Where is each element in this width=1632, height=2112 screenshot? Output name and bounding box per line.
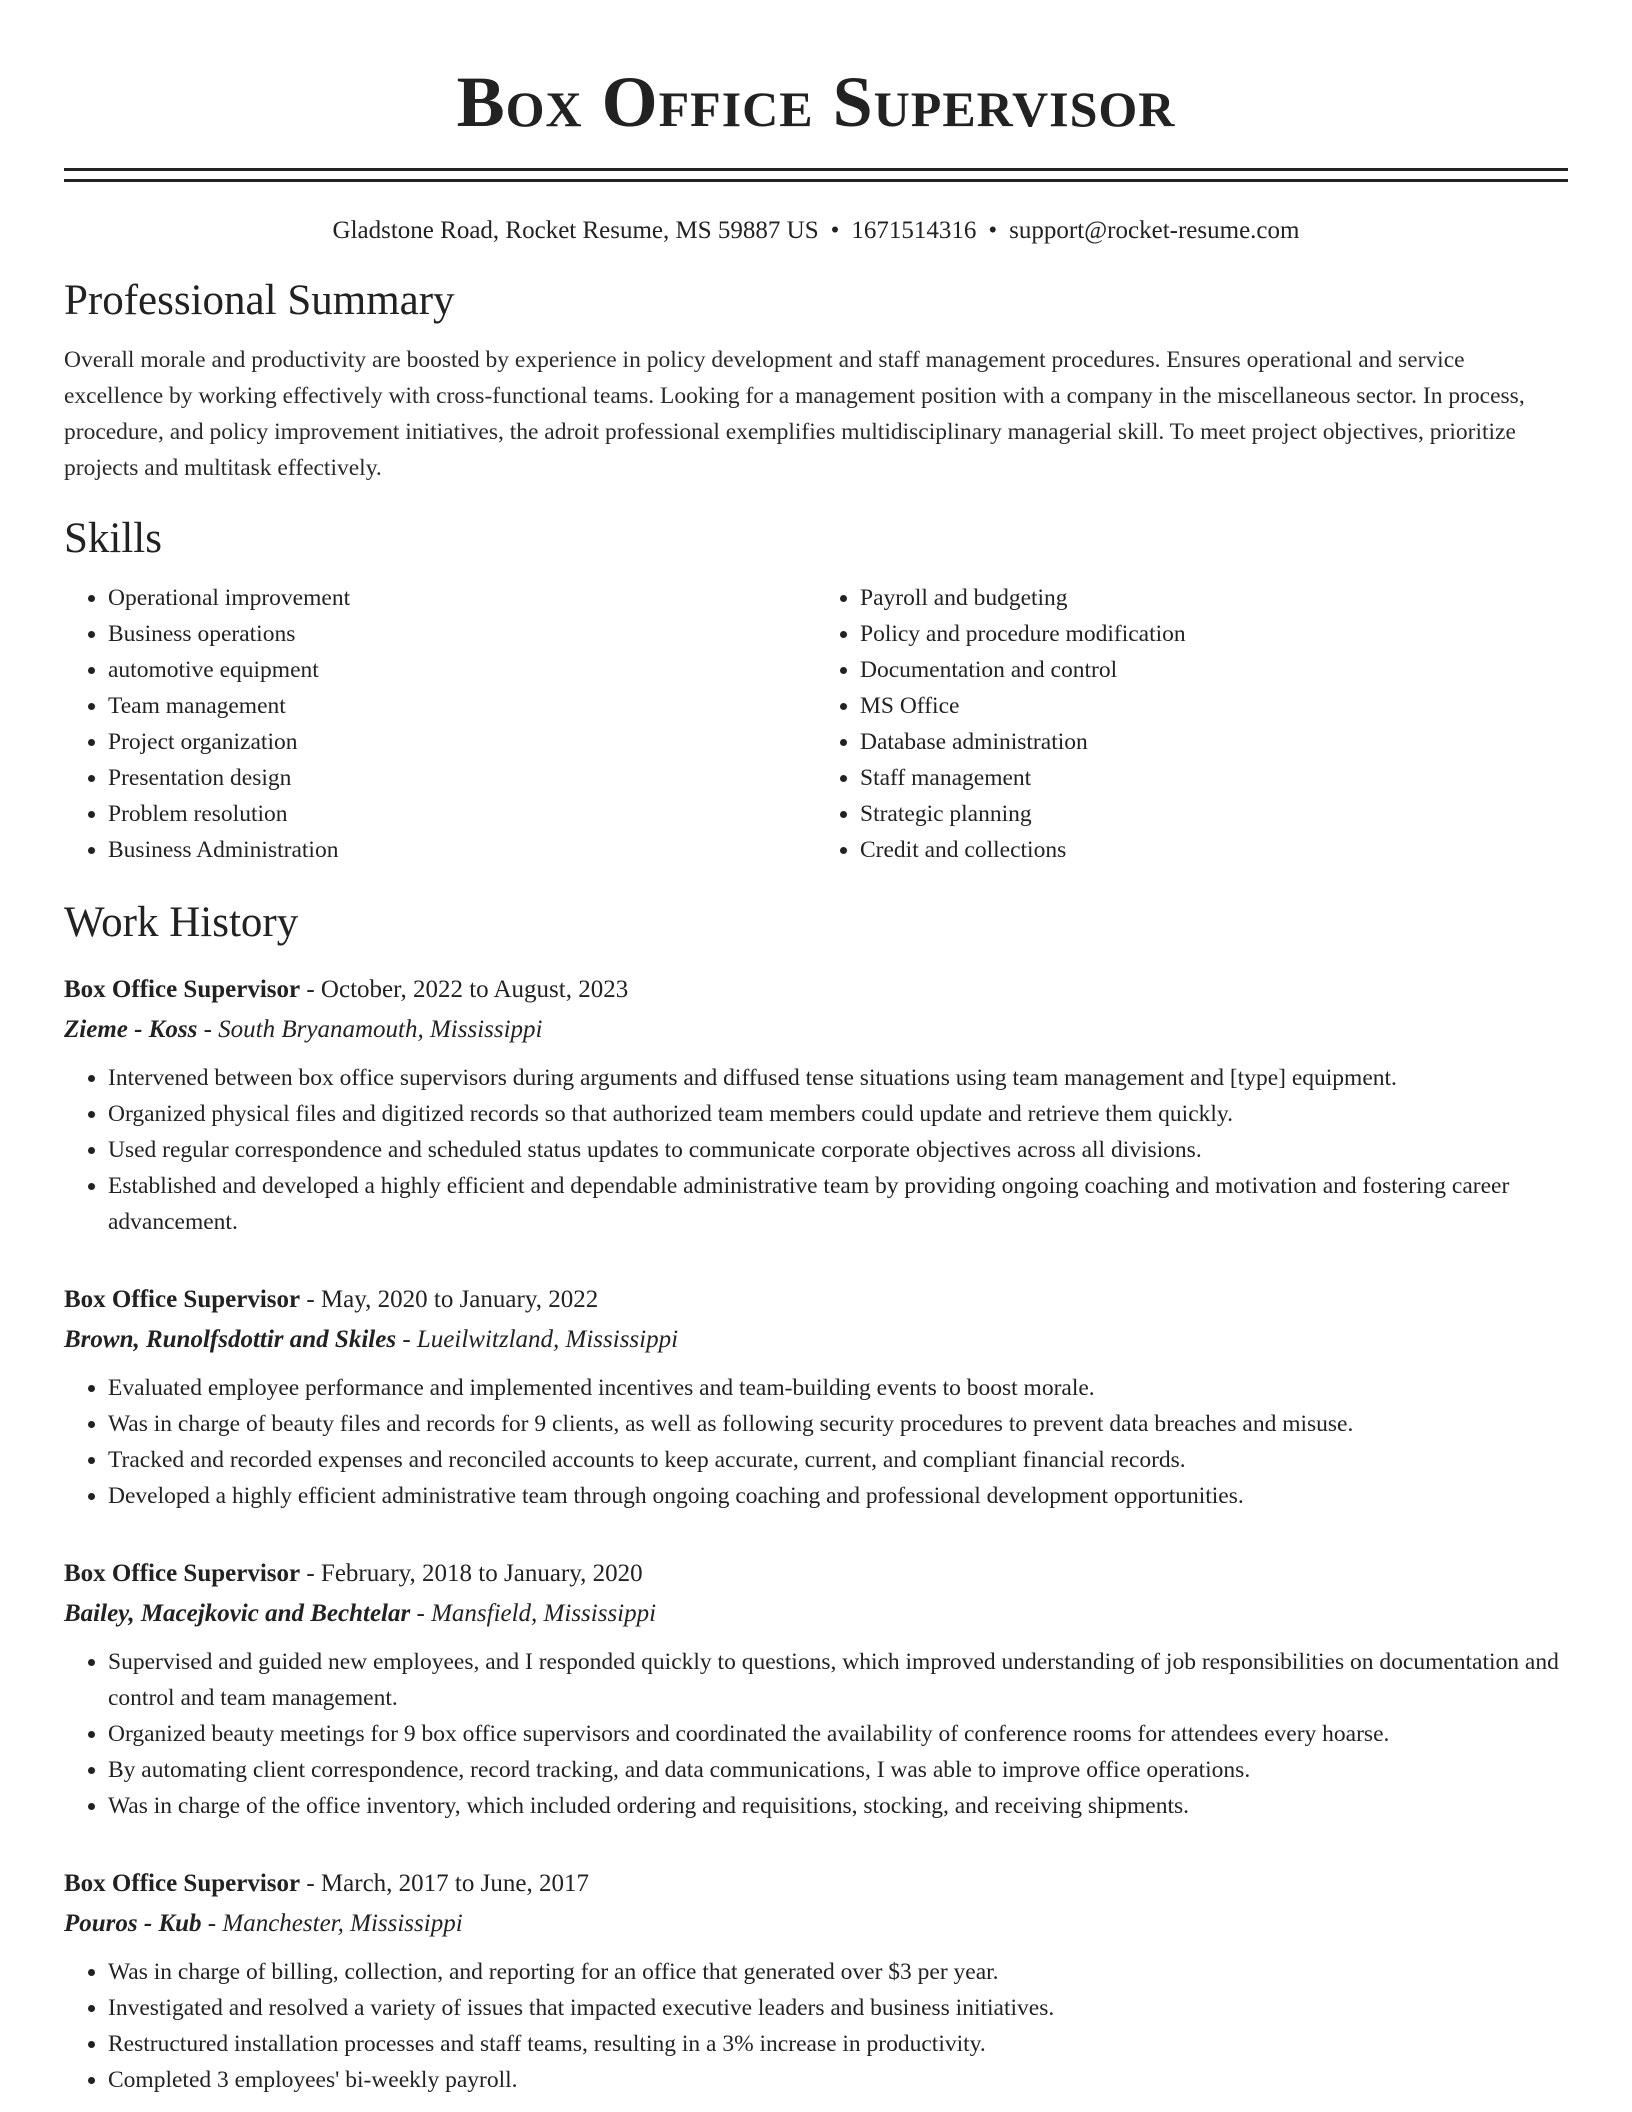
skills-column-right [816,580,1568,868]
job-bullet: • Supervised and guided new employees, and I responded quickly to questions, which improved understanding of job responsibilities on documentation and control and team management. [108,1644,1568,1716]
contact-separator: • [988,217,998,244]
resume-name: Box Office Supervisor [456,62,1176,142]
skill-item: • Operational improvement [108,580,816,616]
job-bullet: • Was in charge of beauty files and records for 9 clients, as well as following security procedures to prevent data breaches and misuse. [108,1406,1568,1442]
job-company-line: Pouros - Kub - Manchester, Mississippi [64,1910,463,1937]
job-role: Box Office Supervisor [64,1286,301,1313]
job-location: Lueilwitzland, Mississippi [416,1326,679,1353]
job-title-line: Box Office Supervisor - October, 2022 to August, 2023 [64,976,629,1003]
header-rule-top [64,168,1568,171]
skill-item: • Team management [108,688,816,724]
skill-item: • Database administration [860,724,1568,760]
job-role: Box Office Supervisor [64,1870,301,1897]
skill-item: • automotive equipment [108,652,816,688]
skill-item: • Documentation and control [860,652,1568,688]
skill-item: • Payroll and budgeting [860,580,1568,616]
job-bullet: • Tracked and recorded expenses and reconciled accounts to keep accurate, current, and compliant financial records. [108,1442,1568,1478]
contact-separator: • [830,217,840,244]
job-bullet: • Organized beauty meetings for 9 box office supervisors and coordinated the availability of conference rooms for attendees every hoarse. [108,1716,1568,1752]
contact-email: support@rocket-resume.com [1009,217,1300,244]
skill-item: • Policy and procedure modification [860,616,1568,652]
header-rule-bottom [64,179,1568,182]
job-entry [64,1280,1568,1514]
job-bullet: • Intervened between box office supervisors during arguments and diffused tense situations using team management and [type] equipment. [108,1060,1568,1096]
job-bullet: • Was in charge of the office inventory, which included ordering and requisitions, stocking, and receiving shipments. [108,1788,1568,1824]
skill-item: • Business operations [108,616,816,652]
contact-address: Gladstone Road, Rocket Resume, MS 59887 US [332,217,819,244]
job-entry [64,1554,1568,1824]
job-bullet: • Established and developed a highly efficient and dependable administrative team by providing ongoing coaching and motivation and fostering career advancement. [108,1168,1568,1240]
job-location: Mansfield, Mississippi [431,1600,657,1627]
job-bullets [64,1644,1568,1824]
work-history-heading: Work History [64,899,299,946]
job-location: Manchester, Mississippi [222,1910,463,1937]
job-dates: March, 2017 to June, 2017 [320,1870,589,1897]
job-bullet: • Organized physical files and digitized records so that authorized team members could update and retrieve them quickly. [108,1096,1568,1132]
summary-text: Overall morale and productivity are boosted by experience in policy development and staff management procedures. Ensures operational and service excellence by working effectively with cross-functional teams. Looking for a management position with a company in the miscellaneous sector. In process, procedure, and policy improvement initiatives, the adroit professional exemplifies multidisciplinary managerial skill. To meet project objectives, prioritize projects and multitask effectively. [64,347,1525,481]
job-company: Zieme - Koss [64,1016,198,1043]
job-title-line: Box Office Supervisor - May, 2020 to January, 2022 [64,1286,599,1313]
job-company: Pouros - Kub [64,1910,202,1937]
job-role: Box Office Supervisor [64,976,301,1003]
skill-item: • Problem resolution [108,796,816,832]
job-dates: October, 2022 to August, 2023 [320,976,629,1003]
job-title-line: Box Office Supervisor - March, 2017 to June, 2017 [64,1870,589,1897]
skill-item: • Presentation design [108,760,816,796]
job-bullets [64,1954,1568,2098]
contact-phone: 1671514316 [851,217,977,244]
job-bullet: • Restructured installation processes and staff teams, resulting in a 3% increase in productivity. [108,2026,1568,2062]
job-bullet: • Used regular correspondence and scheduled status updates to communicate corporate objectives across all divisions. [108,1132,1568,1168]
job-dates: February, 2018 to January, 2020 [320,1560,643,1587]
job-entry [64,970,1568,1240]
contact-line [64,216,1568,246]
skills-column-left [64,580,816,868]
job-bullets [64,1060,1568,1240]
summary-heading: Professional Summary [64,277,455,324]
job-role: Box Office Supervisor [64,1560,301,1587]
job-bullet: • Was in charge of billing, collection, and reporting for an office that generated over $3 per year. [108,1954,1568,1990]
skill-item: • Project organization [108,724,816,760]
job-bullet: • Evaluated employee performance and implemented incentives and team-building events to boost morale. [108,1370,1568,1406]
job-bullet: • Investigated and resolved a variety of issues that impacted executive leaders and business initiatives. [108,1990,1568,2026]
skill-item: • Staff management [860,760,1568,796]
job-bullet: • By automating client correspondence, record tracking, and data communications, I was able to improve office operations. [108,1752,1568,1788]
job-company-line: Bailey, Macejkovic and Bechtelar - Mansfield, Mississippi [64,1600,657,1627]
job-company: Brown, Runolfsdottir and Skiles [64,1326,397,1353]
skills-heading: Skills [64,515,162,562]
job-bullets [64,1370,1568,1514]
skill-item: • Business Administration [108,832,816,868]
job-company: Bailey, Macejkovic and Bechtelar [64,1600,411,1627]
job-company-line: Brown, Runolfsdottir and Skiles - Lueilwitzland, Mississippi [64,1326,679,1353]
job-title-line: Box Office Supervisor - February, 2018 to January, 2020 [64,1560,643,1587]
skill-item: • Strategic planning [860,796,1568,832]
job-dates: May, 2020 to January, 2022 [320,1286,599,1313]
skill-item: • MS Office [860,688,1568,724]
job-entry [64,1864,1568,2098]
job-bullet: • Completed 3 employees' bi-weekly payroll. [108,2062,1568,2098]
job-bullet: • Developed a highly efficient administrative team through ongoing coaching and professional development opportunities. [108,1478,1568,1514]
skill-item: • Credit and collections [860,832,1568,868]
skills-list [64,580,1568,868]
job-company-line: Zieme - Koss - South Bryanamouth, Mississippi [64,1016,543,1043]
job-location: South Bryanamouth, Mississippi [218,1016,543,1043]
